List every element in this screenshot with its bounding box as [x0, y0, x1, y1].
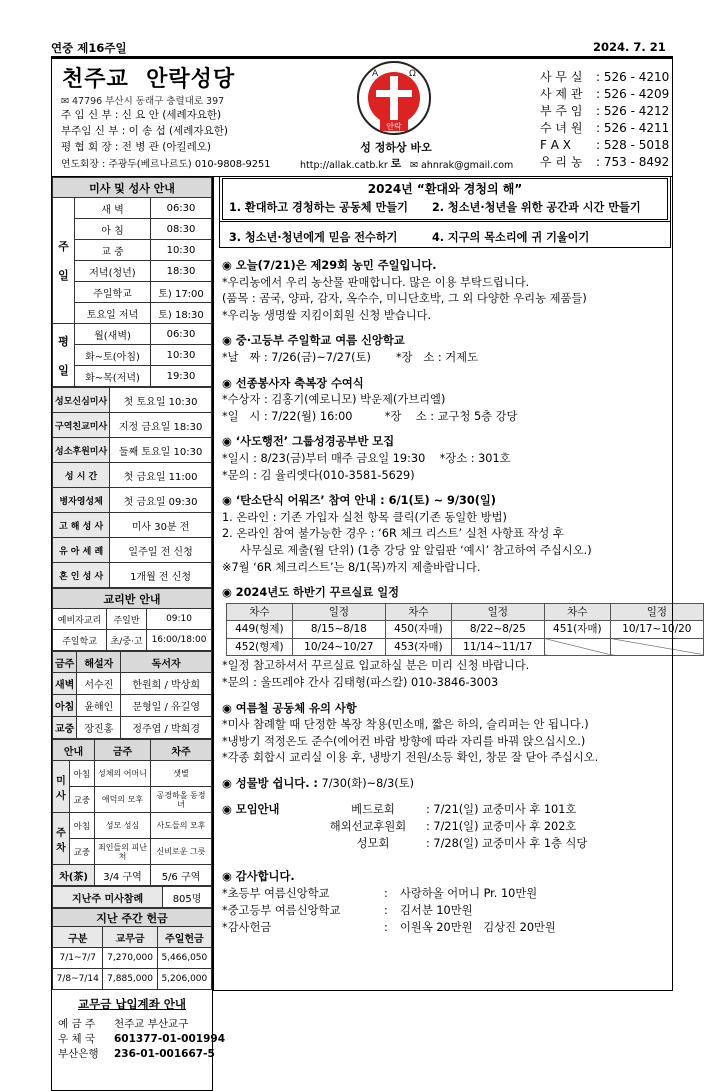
bullet-icon: ◉ [222, 586, 236, 600]
text-field: : 526 - 4211 [596, 121, 670, 135]
table-cell: 서수진 [77, 673, 121, 695]
parish-name: 천주교 안락성당 [62, 67, 236, 92]
table-cell: 차수 [385, 603, 451, 621]
left-sidebar [51, 177, 225, 1091]
notice-text [222, 493, 704, 510]
table-cell: 차수 [227, 603, 293, 621]
pastoral-line: 연도회장 : 주광두(베르나르도) 010-9808-9251 [61, 159, 271, 170]
text-field: 수 녀 원 [540, 121, 583, 135]
table-cell: 지난주 미사참례 [53, 887, 163, 908]
table-cell: 교 중 [75, 240, 151, 261]
notice-text: 선종봉사자 축복장 수여식 [235, 376, 364, 390]
text-field: 예 금 주 [58, 1018, 96, 1030]
table-cell: 초/중·고 [107, 630, 147, 651]
table-cell: 첫 금요일 11:00 [110, 463, 212, 488]
contact-item [540, 86, 669, 103]
notice-cursillo [222, 585, 704, 692]
theme-item: 3. 청소년·청년에게 믿음 전수하기 [229, 231, 398, 244]
table-cell: 805명 [163, 887, 212, 908]
notice-text: : 7/21(일) 교중미사 후 101호 [426, 802, 577, 816]
notice-text [222, 376, 704, 393]
website-link[interactable]: http://allak.catb.kr [300, 160, 388, 171]
text-field: : 753 - 8492 [596, 155, 670, 169]
table-cell: 10/24~10/27 [292, 638, 385, 656]
text-field: 천주교 부산교구 [114, 1018, 189, 1030]
bullet-icon: ◉ [222, 777, 236, 791]
column-divider [213, 177, 214, 991]
table-cell: 주일학교 [75, 282, 151, 303]
table-cell: 5,466,050 [157, 948, 211, 969]
table-cell: 5,206,000 [157, 969, 211, 990]
notice-text: 2024년도 하반기 꾸르실료 일정 [235, 586, 400, 600]
theme-item: 2. 청소년·청년을 위한 공간과 시간 만들기 [432, 201, 641, 214]
notice-thanks [222, 869, 704, 939]
svg-text:Α: Α [372, 69, 379, 79]
table-cell: 성체의 어머니 [95, 761, 151, 787]
bullet-icon: ◉ [222, 701, 236, 715]
notice-text: *우리농에서 우리 농산물 판매합니다. 많은 이용 부탁드립니다. [222, 275, 530, 289]
table-cell: 지정 금요일 18:30 [110, 413, 212, 438]
table-cell: 구분 [53, 927, 103, 948]
notice-summer [222, 701, 704, 767]
table-cell: 아침 [69, 813, 94, 839]
table-cell: 독서자 [121, 652, 212, 673]
table-cell: 7,885,000 [103, 969, 157, 990]
table-cell: 449(형제) [227, 621, 293, 639]
svg-text:Ω: Ω [409, 69, 416, 79]
weekday-label: 평 일 [53, 324, 75, 387]
notice-text: *중고등부 여름신앙학교 [222, 903, 341, 917]
table-cell: 저녁(청년) [75, 261, 151, 282]
notice-text: 오늘(7/21)은 제29회 농민 주일입니다. [235, 259, 437, 272]
text-field: 우 체 국 [58, 1033, 96, 1045]
notice-text [222, 258, 704, 275]
table-cell: 지난 주간 헌금 [53, 909, 212, 927]
table-cell: 06:30 [151, 198, 212, 219]
table-cell: 11/14~11/17 [451, 638, 544, 656]
table-cell: 화~목(저녁) [75, 366, 151, 387]
priest-line: 주 임 신 부 : 신 요 안 (세례자요한) [61, 109, 222, 121]
right-rule [672, 177, 673, 991]
notice-text: 1. 온라인 : 기존 가입자 실천 항목 클릭(기존 동일한 방법) [222, 510, 507, 524]
account-row [58, 1032, 225, 1047]
bullet-icon: ◉ [222, 494, 236, 508]
notice-text [222, 701, 704, 718]
table-cell: 19:30 [151, 366, 212, 387]
text-field: 601377-01-001994 [114, 1033, 225, 1045]
catechism-table [52, 588, 212, 651]
text-field: 부산은행 [58, 1048, 99, 1060]
notice-office [222, 776, 704, 793]
notice-text: 모임안내 [235, 802, 280, 816]
table-cell: 주 차 [53, 813, 70, 865]
table-cell: 3/4 구역 [95, 865, 151, 886]
table-cell: 고 해 성 사 [53, 513, 110, 538]
notice-text [222, 869, 704, 886]
email-link[interactable]: ✉ ahnrak@gmail.com [410, 160, 514, 171]
table-cell: 윤해인 [77, 695, 121, 717]
notice-text: 2. 온라인 참여 불가능한 경우 : ‘6R 체크 리스트’ 실천 사항표 작성 후 [222, 527, 564, 541]
notice-text: 사무실로 제출(월 단위) (1층 강당 앞 알림판 ‘예시’ 참고하여 주십시오.) [240, 543, 592, 557]
bullet-icon: ◉ [222, 259, 236, 272]
notice-carbon [222, 493, 704, 576]
table-cell: 7/8~7/14 [53, 969, 103, 990]
table-cell: 7,270,000 [103, 948, 157, 969]
notice-text: *우리농 생명쌀 지킴이회원 신청 받습니다. [222, 308, 432, 322]
table-cell: 일정 [610, 603, 703, 621]
table-cell: 혼 인 성 사 [53, 563, 110, 588]
attendance-table [52, 886, 212, 908]
bullet-icon: ◉ [222, 869, 236, 883]
table-cell [610, 638, 703, 656]
table-cell: 문형일 / 유길영 [121, 695, 212, 717]
notice-text: *미사 참례할 때 단정한 복장 착용(민소매, 짧은 하의, 슬리퍼는 안 됩니다.) [222, 718, 589, 732]
notice-text: 중·고등부 주일학교 여름 신앙학교 [235, 334, 405, 348]
bullet-icon: ◉ [222, 435, 236, 449]
table-cell: 성모신심미사 [53, 388, 110, 413]
table-cell: 7/1~7/7 [53, 948, 103, 969]
notice-text: ‘탄소단식 어워즈’ 참여 안내 : 6/1(토) ~ 9/30(일) [235, 494, 496, 508]
table-cell: 450(자매) [385, 621, 451, 639]
table-cell: 한원희 / 박상희 [121, 673, 212, 695]
notice-text: 김서분 10만원 [400, 903, 473, 917]
notice-text: 성물방 쉽니다. : [235, 777, 318, 791]
table-cell: 화~토(아침) [75, 345, 151, 366]
table-cell: 아 침 [75, 219, 151, 240]
table-cell: 차수 [544, 603, 610, 621]
table-cell: 금주 [95, 740, 151, 761]
notice-text [222, 333, 704, 350]
notice-text: 해외선교후원회 [329, 819, 407, 833]
notice-text: *일 시 : 7/22(월) 16:00 *장 소 : 교구청 5층 강당 [222, 409, 518, 423]
notice-text: *감사헌금 [222, 920, 272, 934]
contact-item [540, 120, 669, 137]
issue-label: 연중 제16주일 [51, 41, 127, 55]
account-row [58, 1017, 212, 1032]
table-cell: 성소후원미사 [53, 438, 110, 463]
table-cell: 사도들의 모후 [151, 813, 212, 839]
table-cell: 미 사 [53, 761, 70, 813]
notice-text [222, 776, 704, 793]
bullet-icon: ◉ [222, 334, 236, 348]
table-cell: 아침 [69, 761, 94, 787]
table-cell: 둘째 토요일 10:30 [110, 438, 212, 463]
bottom-rule [213, 990, 673, 991]
text-field: : 528 - 5018 [596, 138, 670, 152]
notice-text: *문의 : 울뜨레야 간사 김태형(파스칼) 010-3846-3003 [222, 676, 499, 690]
table-cell: 죄인들의 피난처 [95, 839, 151, 865]
contact-item [540, 137, 669, 154]
notice-text: 여름철 공동체 유의 사항 [235, 701, 357, 715]
notice-text: 성모회 [356, 836, 390, 850]
bullet-icon: ◉ [222, 802, 236, 816]
table-cell: 신비로운 그릇 [151, 839, 212, 865]
table-cell: 구역친교미사 [53, 413, 110, 438]
table-cell: 16:00/18:00 [147, 630, 212, 651]
choir-table [52, 739, 212, 886]
parish-address: ✉ 47796 부산시 동래구 충렬대로 397 [61, 96, 225, 107]
contact-item [540, 69, 669, 86]
notice-text: *일정 참고하셔서 꾸르실료 입교하실 분은 미리 신청 바랍니다. [222, 659, 530, 673]
text-field: 236-01-001667-5 [114, 1048, 215, 1060]
notice-text: : [384, 903, 388, 917]
table-cell: 교중 [69, 839, 94, 865]
cursillo-table [226, 603, 704, 657]
contact-item [540, 154, 669, 171]
table-cell: 일주일 전 신청 [110, 538, 212, 563]
text-field: 우 리 농 [540, 155, 583, 169]
collection-table [52, 908, 212, 990]
notice-retreat [222, 333, 704, 366]
text-field: : 526 - 4212 [596, 104, 670, 118]
table-cell: 교무금 [103, 927, 157, 948]
patron-name: 성 정하상 바오로 [360, 141, 432, 170]
notice-text: *각종 회합시 교리실 이용 후, 냉방기 전원/소등 확인, 창문 잘 닫아 주십시오. [222, 751, 599, 765]
table-cell: 유 아 세 례 [53, 538, 110, 563]
text-field: 부 주 임 [540, 104, 583, 118]
table-cell: 교중 [69, 787, 94, 813]
table-cell: 장진홍 [77, 717, 121, 739]
notice-text: 사랑하올 어머니 Pr. 10만원 [400, 886, 538, 900]
table-cell: 토요일 저녁 [75, 303, 151, 324]
notice-text [222, 585, 704, 602]
notice-farm [222, 258, 704, 324]
table-cell: 토) 17:00 [151, 282, 212, 303]
table-cell: 차(茶) [53, 865, 95, 886]
table-cell: 병자영성체 [53, 488, 110, 513]
table-cell: 일정 [451, 603, 544, 621]
table-cell: 10:30 [151, 345, 212, 366]
table-cell: 월(새벽) [75, 324, 151, 345]
notice-text: : 7/21(일) 교중미사 후 202호 [426, 819, 577, 833]
account-row [58, 1047, 215, 1062]
mass-table [52, 177, 212, 387]
table-cell: 주일헌금 [157, 927, 211, 948]
bullet-icon: ◉ [222, 376, 236, 390]
table-cell: 8/15~8/18 [292, 621, 385, 639]
text-field: F A X [540, 138, 571, 152]
notice-text: ※7월 ‘6R 체크리스트’는 8/1(목)까지 제출바랍니다. [222, 560, 481, 574]
notice-text: 베드로회 [351, 802, 395, 816]
notice-text: (품목 : 곰국, 양파, 감자, 옥수수, 미니단호박, 그 외 다양한 우리농 제품들) [222, 292, 587, 306]
mass-title: 미사 및 성사 안내 [53, 178, 212, 198]
table-cell [544, 638, 610, 656]
notice-text [222, 434, 704, 451]
notice-bible [222, 434, 704, 484]
text-field: 사 제 관 [540, 87, 583, 101]
table-cell: 06:30 [151, 324, 212, 345]
table-cell: 10/17~10/20 [610, 621, 703, 639]
notice-text: 7/30(화)~8/3(토) [317, 777, 415, 791]
table-cell: 09:10 [147, 609, 212, 630]
theme-item: 1. 환대하고 경청하는 공동체 만들기 [229, 201, 408, 214]
table-cell: 성 시 간 [53, 463, 110, 488]
issue-date: 2024. 7. 21 [593, 40, 666, 54]
notice-text: *초등부 여름신앙학교 [222, 886, 330, 900]
notice-text: *문의 : 김 율리엣다(010-3581-5629) [222, 468, 415, 482]
table-cell: 아침 [53, 695, 77, 717]
table-cell: 5/6 구역 [151, 865, 212, 886]
table-cell: 18:30 [151, 261, 212, 282]
notice-text: : 7/28(일) 교중미사 후 1층 식당 [426, 836, 588, 850]
notice-text: *수상자 : 김홍기(예로니모) 박운제(가브리엘) [222, 393, 446, 407]
text-field: : 526 - 4210 [596, 70, 670, 84]
council-line: 평 협 회 장 : 전 병 관 (아킬레오) [61, 141, 212, 153]
sunday-label: 주 일 [53, 198, 75, 324]
svg-text:안락: 안락 [386, 122, 402, 131]
parish-logo-icon [356, 60, 432, 136]
reader-table [52, 651, 212, 739]
table-cell: 정주엽 / 박희경 [121, 717, 212, 739]
notice-text: : [384, 920, 388, 934]
table-cell: 미사 30분 전 [110, 513, 212, 538]
table-cell: 첫 금요일 09:30 [110, 488, 212, 513]
table-cell: 샛별 [151, 761, 212, 787]
table-cell: 새 벽 [75, 198, 151, 219]
notice-text: *날 짜 : 7/26(금)~7/27(토) *장 소 : 거제도 [222, 350, 479, 364]
table-cell: 애덕의 모후 [95, 787, 151, 813]
table-cell: 10:30 [151, 240, 212, 261]
table-cell: 일정 [292, 603, 385, 621]
theme-title: 2024년 “환대와 경청의 해” [367, 182, 523, 196]
table-cell: 해설자 [77, 652, 121, 673]
notice-text: ‘사도행전’ 그룹성경공부반 모집 [235, 435, 395, 449]
notice-meetings [222, 802, 704, 860]
table-cell: 성모 성심 [95, 813, 151, 839]
notice-text: : [384, 886, 388, 900]
table-cell: 토) 18:30 [151, 303, 212, 324]
table-cell: 금주 [53, 652, 77, 673]
table-cell: 교중 [53, 717, 77, 739]
table-cell: 1개월 전 신청 [110, 563, 212, 588]
text-field: 사 무 실 [540, 70, 583, 84]
theme-item: 4. 지구의 목소리에 귀 기울이기 [432, 231, 590, 244]
table-cell: 차주 [151, 740, 212, 761]
notice-text: 이원옥 20만원 김상진 20만원 [400, 920, 556, 934]
notice-column [222, 258, 704, 948]
table-cell: 452(형제) [227, 638, 293, 656]
table-cell: 공경하올 동정녀 [151, 787, 212, 813]
table-cell: 주일학교 [53, 630, 107, 651]
table-cell: 교리반 안내 [53, 589, 212, 609]
table-cell: 451(자매) [544, 621, 610, 639]
notice-award [222, 376, 704, 426]
table-cell: 453(자매) [385, 638, 451, 656]
notice-text: 감사합니다. [235, 869, 295, 883]
sacrament-table [52, 387, 212, 588]
notice-text: *일시 : 8/23(금)부터 매주 금요일 19:30 *장소 : 301호 [222, 451, 511, 465]
contact-list [540, 69, 669, 171]
text-field: : 526 - 4209 [596, 87, 670, 101]
table-cell: 예비자교리 [53, 609, 107, 630]
table-cell: 새벽 [53, 673, 77, 695]
table-cell: 주일반 [107, 609, 147, 630]
vice-priest-line: 부주임 신 부 : 이 송 섭 (세례자요한) [61, 125, 228, 137]
contact-item [540, 103, 669, 120]
account-box [52, 990, 225, 1090]
table-cell: 안내 [53, 740, 95, 761]
account-title: 교무금 납입계좌 안내 [78, 997, 186, 1011]
table-cell: 8/22~8/25 [451, 621, 544, 639]
table-cell: 첫 토요일 10:30 [110, 388, 212, 413]
notice-text: *냉방기 적정온도 준수(에어컨 바람 방향에 따라 자리를 바꿔 앉으십시오.) [222, 734, 586, 748]
table-cell: 08:30 [151, 219, 212, 240]
